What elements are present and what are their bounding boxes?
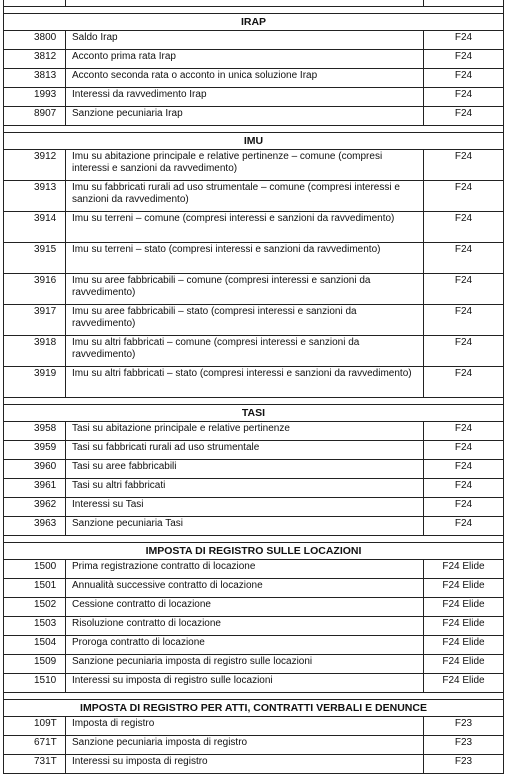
tax-code-cell: 3917 — [4, 305, 66, 336]
section-title: TASI — [4, 405, 504, 422]
tax-code-cell: 1501 — [4, 579, 66, 598]
payment-form-cell: F24 Elide — [424, 617, 504, 636]
tax-code-cell: 3812 — [4, 50, 66, 69]
payment-form-cell: F24 — [424, 107, 504, 126]
table-row — [4, 212, 504, 243]
description-cell: Sanzione pecuniaria imposta di registro sulle locazioni — [66, 655, 424, 674]
table-row — [4, 88, 504, 107]
spacer-cell — [4, 693, 504, 700]
payment-form-cell: F24 — [424, 150, 504, 181]
tax-code-cell: 3913 — [4, 181, 66, 212]
payment-form-cell: F24 — [424, 441, 504, 460]
section-header-row — [4, 405, 504, 422]
tax-code-cell: 731T — [4, 755, 66, 774]
description-cell: Interessi su Tasi — [66, 498, 424, 517]
payment-form-cell: F24 — [424, 243, 504, 274]
table-row — [4, 50, 504, 69]
table-row — [4, 560, 504, 579]
tax-code-cell: 1509 — [4, 655, 66, 674]
tax-code-cell: 109T — [4, 717, 66, 736]
tax-code-table-body — [4, 0, 504, 774]
description-cell: Interessi su imposta di registro — [66, 755, 424, 774]
tax-code-cell: 3919 — [4, 367, 66, 398]
description-cell: Prima registrazione contratto di locazione — [66, 560, 424, 579]
payment-form-cell: F24 — [424, 422, 504, 441]
payment-form-cell: F23 — [424, 717, 504, 736]
description-cell: Sanzione pecuniaria Tasi — [66, 517, 424, 536]
payment-form-cell: F24 — [424, 367, 504, 398]
tax-code-cell: 3961 — [4, 479, 66, 498]
description-cell: Sanzione pecuniaria imposta di registro — [66, 736, 424, 755]
payment-form-cell: F24 — [424, 181, 504, 212]
spacer-cell — [4, 398, 504, 405]
tax-code-cell: 3916 — [4, 274, 66, 305]
table-row — [4, 674, 504, 693]
spacer-cell — [4, 7, 504, 14]
table-row — [4, 755, 504, 774]
tax-code-cell: 3813 — [4, 69, 66, 88]
section-spacer — [4, 693, 504, 700]
payment-form-cell: F24 — [424, 460, 504, 479]
description-cell: Imu su aree fabbricabili – comune (compresi interessi e sanzioni da ravvedimento) — [66, 274, 424, 305]
tax-code-document — [3, 0, 503, 774]
table-row — [4, 107, 504, 126]
tax-code-cell: 3962 — [4, 498, 66, 517]
table-row — [4, 636, 504, 655]
description-cell: Imu su terreni – comune (compresi interessi e sanzioni da ravvedimento) — [66, 212, 424, 243]
section-title: IMU — [4, 133, 504, 150]
section-spacer — [4, 398, 504, 405]
description-cell: Tasi su aree fabbricabili — [66, 460, 424, 479]
table-row — [4, 336, 504, 367]
payment-form-cell: F23 — [424, 755, 504, 774]
description-cell: Saldo Irap — [66, 31, 424, 50]
payment-form-cell: F24 — [424, 31, 504, 50]
table-row — [4, 274, 504, 305]
table-row — [4, 517, 504, 536]
payment-form-cell: F24 Elide — [424, 636, 504, 655]
table-row — [4, 736, 504, 755]
tax-code-cell: 3960 — [4, 460, 66, 479]
description-cell: Acconto seconda rata o acconto in unica soluzione Irap — [66, 69, 424, 88]
section-header-row — [4, 14, 504, 31]
payment-form-cell: F24 — [424, 50, 504, 69]
tax-code-cell: 671T — [4, 736, 66, 755]
table-row — [4, 441, 504, 460]
description-cell: Annualità successive contratto di locazione — [66, 579, 424, 598]
payment-form-cell: F24 — [424, 517, 504, 536]
table-row — [4, 655, 504, 674]
section-title: IMPOSTA DI REGISTRO SULLE LOCAZIONI — [4, 543, 504, 560]
payment-form-cell: F24 — [424, 88, 504, 107]
table-row — [4, 498, 504, 517]
table-row — [4, 717, 504, 736]
description-cell: Imu su aree fabbricabili – stato (compresi interessi e sanzioni da ravvedimento) — [66, 305, 424, 336]
description-cell: Interessi su imposta di registro sulle locazioni — [66, 674, 424, 693]
payment-form-cell: F24 Elide — [424, 598, 504, 617]
payment-form-cell: F24 Elide — [424, 674, 504, 693]
table-row — [4, 579, 504, 598]
description-cell: Proroga contratto di locazione — [66, 636, 424, 655]
description-cell: Imu su terreni – stato (compresi interessi e sanzioni da ravvedimento) — [66, 243, 424, 274]
description-cell: Imu su abitazione principale e relative pertinenze – comune (compresi interessi e sanzioni da ravvedimento) — [66, 150, 424, 181]
section-header-row — [4, 133, 504, 150]
spacer-cell — [4, 126, 504, 133]
table-row — [4, 69, 504, 88]
table-row — [4, 305, 504, 336]
table-row — [4, 479, 504, 498]
payment-form-cell: F24 — [424, 274, 504, 305]
tax-code-cell: 3800 — [4, 31, 66, 50]
section-title: IRAP — [4, 14, 504, 31]
table-row — [4, 617, 504, 636]
table-row — [4, 181, 504, 212]
section-title: IMPOSTA DI REGISTRO PER ATTI, CONTRATTI VERBALI E DENUNCE — [4, 700, 504, 717]
description-cell: Risoluzione contratto di locazione — [66, 617, 424, 636]
table-row — [4, 598, 504, 617]
payment-form-cell: F24 — [424, 479, 504, 498]
section-spacer — [4, 126, 504, 133]
tax-code-table — [3, 0, 504, 774]
payment-form-cell: F23 — [424, 736, 504, 755]
payment-form-cell: F24 — [424, 212, 504, 243]
spacer-cell — [4, 536, 504, 543]
tax-code-cell: 3963 — [4, 517, 66, 536]
description-cell: Acconto prima rata Irap — [66, 50, 424, 69]
description-cell: Imu su altri fabbricati – comune (compresi interessi e sanzioni da ravvedimento) — [66, 336, 424, 367]
table-row — [4, 422, 504, 441]
tax-code-cell: 3958 — [4, 422, 66, 441]
table-row — [4, 150, 504, 181]
description-cell: Imu su altri fabbricati – stato (compresi interessi e sanzioni da ravvedimento) — [66, 367, 424, 398]
tax-code-cell: 3918 — [4, 336, 66, 367]
table-row — [4, 243, 504, 274]
tax-code-cell: 3912 — [4, 150, 66, 181]
description-cell: Tasi su altri fabbricati — [66, 479, 424, 498]
tax-code-cell: 3915 — [4, 243, 66, 274]
section-spacer — [4, 7, 504, 14]
payment-form-cell: F24 Elide — [424, 655, 504, 674]
tax-code-cell: 1993 — [4, 88, 66, 107]
description-cell: Sanzione pecuniaria Irap — [66, 107, 424, 126]
section-header-row — [4, 543, 504, 560]
tax-code-cell: 8907 — [4, 107, 66, 126]
tax-code-cell: 1500 — [4, 560, 66, 579]
section-header-row — [4, 700, 504, 717]
payment-form-cell: F24 Elide — [424, 579, 504, 598]
payment-form-cell: F24 — [424, 305, 504, 336]
description-cell: Interessi da ravvedimento Irap — [66, 88, 424, 107]
description-cell: Tasi su fabbricati rurali ad uso strumentale — [66, 441, 424, 460]
section-spacer — [4, 536, 504, 543]
table-row — [4, 460, 504, 479]
payment-form-cell: F24 — [424, 498, 504, 517]
payment-form-cell: F24 — [424, 69, 504, 88]
description-cell: Tasi su abitazione principale e relative pertinenze — [66, 422, 424, 441]
tax-code-cell: 1502 — [4, 598, 66, 617]
description-cell: Imposta di registro — [66, 717, 424, 736]
tax-code-cell: 1503 — [4, 617, 66, 636]
tax-code-cell: 3959 — [4, 441, 66, 460]
tax-code-cell: 1510 — [4, 674, 66, 693]
table-row — [4, 367, 504, 398]
payment-form-cell: F24 — [424, 336, 504, 367]
table-row — [4, 31, 504, 50]
description-cell: Imu su fabbricati rurali ad uso strumentale – comune (compresi interessi e sanzioni da ravvedimento) — [66, 181, 424, 212]
tax-code-cell: 1504 — [4, 636, 66, 655]
payment-form-cell: F24 Elide — [424, 560, 504, 579]
tax-code-cell: 3914 — [4, 212, 66, 243]
description-cell: Cessione contratto di locazione — [66, 598, 424, 617]
